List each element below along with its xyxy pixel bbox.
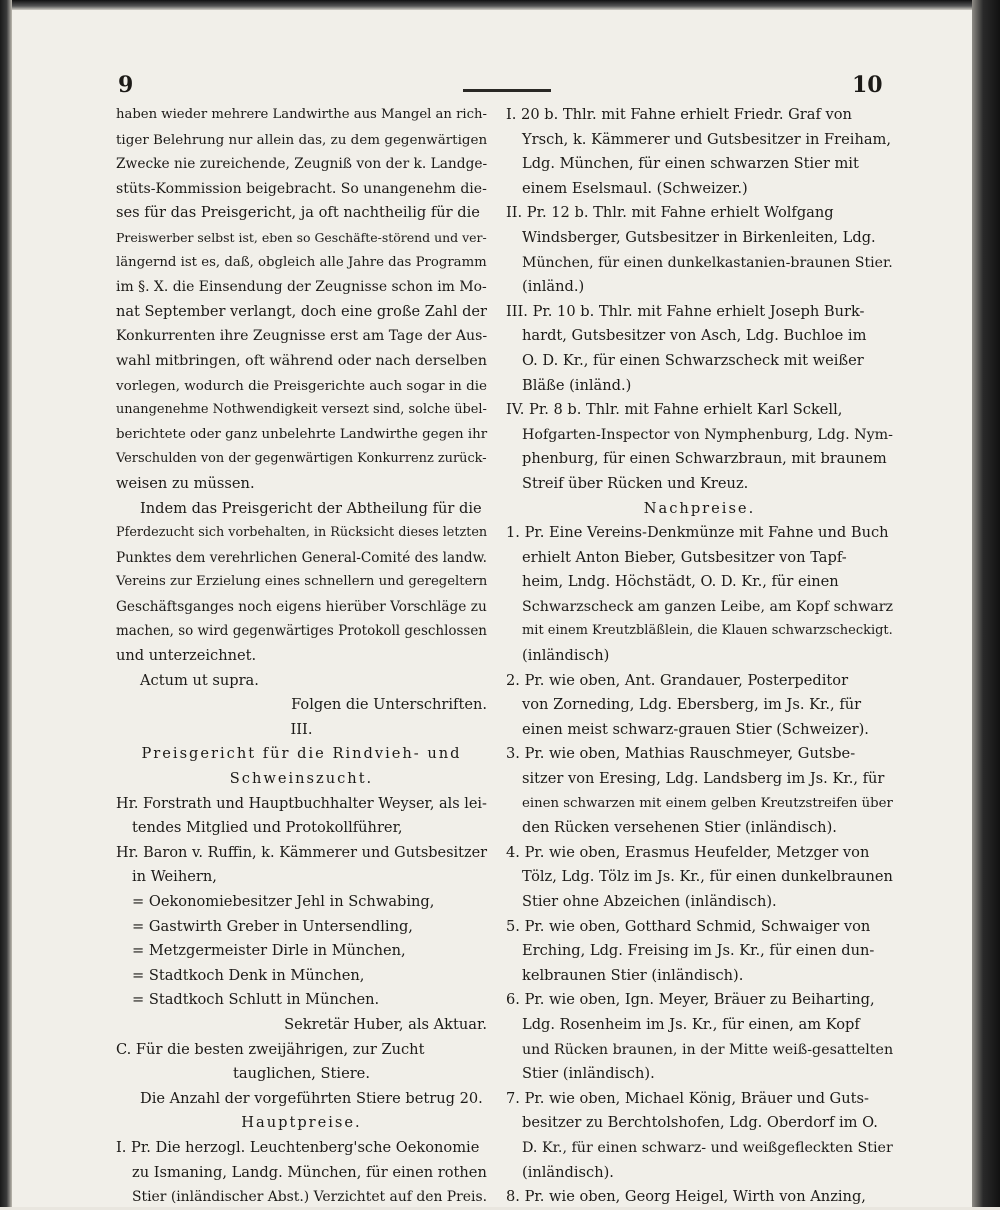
right-column-line: Ldg. Rosenheim im Js. Kr., für einen, am Kopf <box>522 1015 860 1033</box>
right-column-line: 2. Pr. wie oben, Ant. Grandauer, Posterpeditor <box>506 671 849 689</box>
left-column-line: Indem das Preisgericht der Abtheilung für die <box>140 499 482 517</box>
right-column-line: IV. Pr. 8 b. Thlr. mit Fahne erhielt Karl Sckell, <box>506 401 843 419</box>
scan-border-top <box>0 0 1000 10</box>
left-column-line: in Weihern, <box>132 868 217 886</box>
right-column-line: Bläße (inländ.) <box>522 376 632 394</box>
right-column-line: erhielt Anton Bieber, Gutsbesitzer von Tapf- <box>522 548 847 566</box>
left-column-line: Punktes dem verehrlichen General-Comité des landw. <box>116 549 487 566</box>
left-column <box>116 103 487 1210</box>
right-column-line: Nachpreise. <box>643 499 756 517</box>
right-column-line: heim, Lndg. Höchstädt, O. D. Kr., für einen <box>522 573 839 591</box>
left-column-line: unangenehme Nothwendigkeit versezt sind, solche übel- <box>116 402 487 418</box>
left-column-line: = Metzgermeister Dirle in München, <box>132 942 406 960</box>
right-column-line: hardt, Gutsbesitzer von Asch, Ldg. Buchloe im <box>522 327 867 345</box>
left-column-line: Hr. Baron v. Ruffin, k. Kämmerer und Gutsbesitzer <box>116 844 488 861</box>
right-column-line: Ldg. München, für einen schwarzen Stier mit <box>522 155 859 173</box>
left-column-line: Verschulden von der gegenwärtigen Konkurrenz zurück- <box>116 451 487 467</box>
right-column-line: Tölz, Ldg. Tölz im Js. Kr., für einen dunkelbraunen <box>522 868 893 886</box>
right-column-line: O. D. Kr., für einen Schwarzscheck mit weißer <box>522 351 864 369</box>
right-column-line: Erching, Ldg. Freising im Js. Kr., für einen dun- <box>522 942 875 960</box>
right-column-line: Yrsch, k. Kämmerer und Gutsbesitzer in Freiham, <box>522 130 892 148</box>
right-column-line: Windsberger, Gutsbesitzer in Birkenleiten, Ldg. <box>522 228 876 246</box>
left-column-line: nat September verlangt, doch eine große Zahl der <box>116 303 487 320</box>
right-column-line: (inländ.) <box>522 278 585 296</box>
left-column-line: und unterzeichnet. <box>116 647 257 665</box>
right-column-line: Streif über Rücken und Kreuz. <box>522 474 749 492</box>
right-column-line: sitzer von Eresing, Ldg. Landsberg im Js. Kr., für <box>522 770 885 788</box>
right-column-line: einem Eselsmaul. (Schweizer.) <box>522 179 748 197</box>
left-column-line: machen, so wird gegenwärtiges Protokoll geschlossen <box>116 623 487 640</box>
left-column-line: ses für das Preisgericht, ja oft nachtheilig für die <box>116 204 480 222</box>
left-column-line: Actum ut supra. <box>140 671 259 689</box>
left-column-line: wahl mitbringen, oft während oder nach derselben <box>116 352 487 369</box>
right-column-line: 6. Pr. wie oben, Ign. Meyer, Bräuer zu Beiharting, <box>506 991 875 1009</box>
right-column-line: (inländisch) <box>522 647 610 665</box>
right-column-line: 4. Pr. wie oben, Erasmus Heufelder, Metzger von <box>506 843 870 861</box>
left-column-line: Hr. Forstrath und Hauptbuchhalter Weyser, als lei- <box>116 795 487 812</box>
right-column-line: 7. Pr. wie oben, Michael König, Bräuer und Guts- <box>506 1089 869 1107</box>
left-column-line: vorlegen, wodurch die Preisgerichte auch sogar in die <box>116 377 487 394</box>
left-column-line: tendes Mitglied und Protokollführer, <box>132 819 403 837</box>
page-number-left: 9 <box>118 72 134 98</box>
right-column-line: 1. Pr. Eine Vereins-Denkmünze mit Fahne und Buch <box>506 524 889 542</box>
left-column-line: Schweinszucht. <box>229 770 374 788</box>
right-column-line: besitzer zu Berchtolshofen, Ldg. Oberdorf im O. <box>522 1114 878 1132</box>
right-column-line: (inländisch). <box>522 1163 614 1181</box>
left-column-line: = Oekonomiebesitzer Jehl in Schwabing, <box>132 893 435 910</box>
left-column-line: berichtete oder ganz unbelehrte Landwirthe gegen ihr <box>116 426 488 442</box>
right-column-line: Stier (inländisch). <box>522 1065 655 1083</box>
left-column-line: haben wieder mehrere Landwirthe aus Mangel an rich- <box>116 107 487 122</box>
right-column-line: II. Pr. 12 b. Thlr. mit Fahne erhielt Wolfgang <box>506 204 834 222</box>
left-column-line: Stier (inländischer Abst.) Verzichtet auf den Preis. <box>132 1189 487 1206</box>
left-column-line: tauglichen, Stiere. <box>233 1065 370 1083</box>
left-column-line: Sekretär Huber, als Aktuar. <box>284 1015 487 1033</box>
scan-border-right <box>972 0 1000 1207</box>
left-column-line: = Stadtkoch Denk in München, <box>132 966 365 984</box>
right-column-line: einen meist schwarz-grauen Stier (Schweizer). <box>522 720 869 738</box>
left-column-line: zu Ismaning, Landg. München, für einen rothen <box>132 1163 487 1181</box>
left-column-line: Konkurrenten ihre Zeugnisse erst am Tage der Aus- <box>116 328 488 345</box>
right-column-line: phenburg, für einen Schwarzbraun, mit braunem <box>522 450 887 468</box>
right-column-line: 5. Pr. wie oben, Gotthard Schmid, Schwaiger von <box>506 917 871 935</box>
left-column-line: im §. X. die Einsendung der Zeugnisse schon im Mo- <box>116 279 487 296</box>
left-column-line: = Stadtkoch Schlutt in München. <box>132 991 380 1009</box>
left-column-line: = Gastwirth Greber in Untersendling, <box>132 917 413 935</box>
left-column-line: C. Für die besten zweijährigen, zur Zucht <box>116 1040 425 1058</box>
left-column-line: Pferdezucht sich vorbehalten, in Rücksicht dieses letzten <box>116 525 488 541</box>
left-column-line: Die Anzahl der vorgeführten Stiere betrug 20. <box>140 1089 483 1107</box>
left-column-line: Vereins zur Erzielung eines schnellern und geregeltern <box>116 574 488 590</box>
right-column-line: mit einem Kreutzbläßlein, die Klauen schwarzscheckigt. <box>522 623 893 639</box>
right-column-line: Stier ohne Abzeichen (inländisch). <box>522 893 777 910</box>
right-column-line: Schwarzscheck am ganzen Leibe, am Kopf schwarz <box>522 598 894 615</box>
left-column-line: stüts-Kommission beigebracht. So unangenehm die- <box>116 180 487 197</box>
left-column-line: Folgen die Unterschriften. <box>291 696 487 714</box>
right-column-line: und Rücken braunen, in der Mitte weiß-gesattelten <box>522 1041 894 1058</box>
right-column-line: Hofgarten-Inspector von Nymphenburg, Ldg. Nym- <box>522 426 893 443</box>
right-column-line: 3. Pr. wie oben, Mathias Rauschmeyer, Gutsbe- <box>506 745 856 763</box>
left-column-line: Zwecke nie zureichende, Zeugniß von der k. Landge- <box>116 156 488 173</box>
right-column-line: den Rücken versehenen Stier (inländisch). <box>522 819 837 837</box>
right-column-line: München, für einen dunkelkastanien-braunen Stier. <box>522 254 893 271</box>
left-column-line: I. Pr. Die herzogl. Leuchtenberg'sche Oekonomie <box>116 1138 480 1156</box>
left-column-line: weisen zu müssen. <box>116 474 255 492</box>
left-column-line: längernd ist es, daß, obgleich alle Jahre das Programm <box>116 254 487 270</box>
left-column-line: Preiswerber selbst ist, eben so Geschäfte-störend und ver- <box>116 229 487 245</box>
scan-border-left <box>0 0 12 1207</box>
left-column-line: tiger Belehrung nur allein das, zu dem gegenwärtigen <box>116 131 488 148</box>
left-column-line: III. <box>290 720 313 738</box>
right-column-line: I. 20 b. Thlr. mit Fahne erhielt Friedr. Graf von <box>506 106 852 123</box>
right-column-line: von Zorneding, Ldg. Ebersberg, im Js. Kr., für <box>522 696 862 714</box>
page-number-right: 10 <box>852 72 883 98</box>
left-column-line: Hauptpreise. <box>241 1114 362 1132</box>
header-rule <box>463 89 551 92</box>
right-column-line: 8. Pr. wie oben, Georg Heigel, Wirth von Anzing, <box>506 1188 866 1206</box>
left-column-line: Geschäftsganges noch eigens hierüber Vorschläge zu <box>116 598 487 615</box>
right-column-line: III. Pr. 10 b. Thlr. mit Fahne erhielt Joseph Burk- <box>506 302 865 320</box>
left-column-line: Preisgericht für die Rindvieh- und <box>141 745 462 763</box>
right-column-line: einen schwarzen mit einem gelben Kreutzstreifen über <box>522 795 893 811</box>
right-column-line: D. Kr., für einen schwarz- und weißgefleckten Stier <box>522 1139 893 1156</box>
right-column <box>506 103 893 1210</box>
right-column-line: kelbraunen Stier (inländisch). <box>522 966 744 984</box>
